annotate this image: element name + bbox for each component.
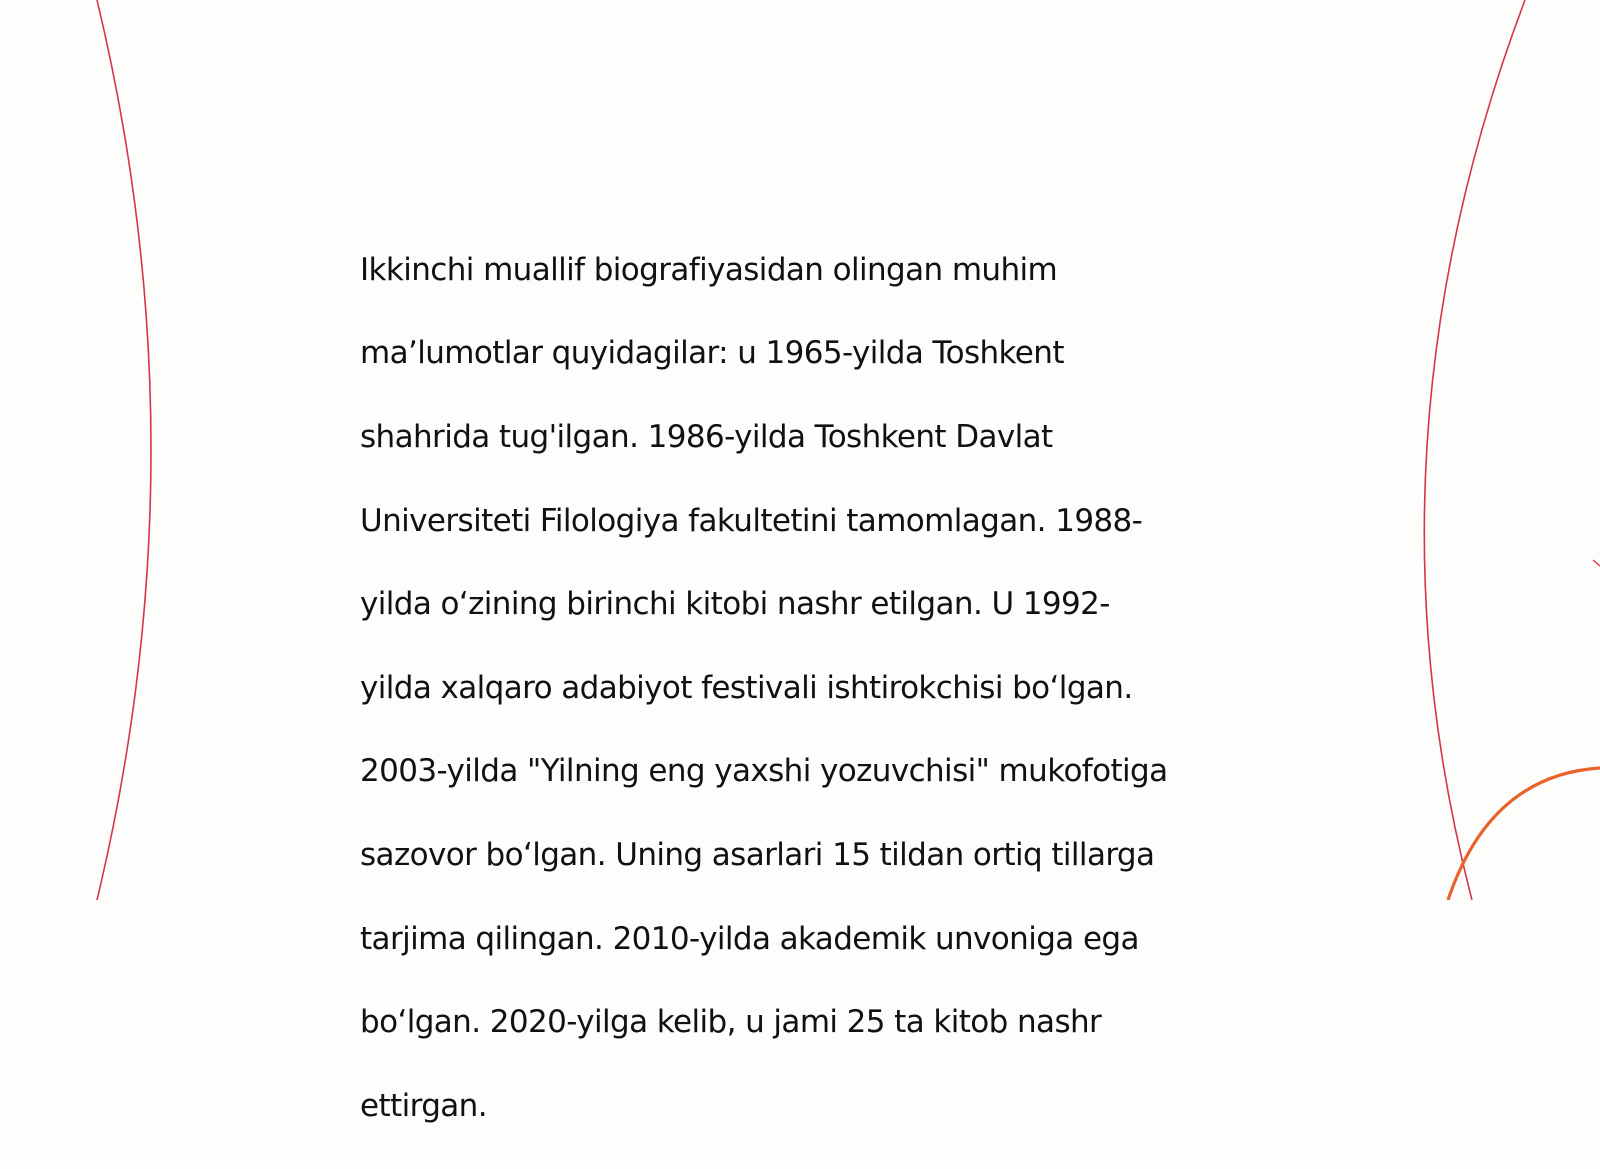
text-line: tarjima qilingan. 2010-yilda akademik unvoniga ega: [360, 920, 1139, 957]
biography-text: [360, 208, 1240, 1169]
text-line: Universiteti Filologiya fakultetini tamomlagan. 1988-: [360, 502, 1143, 539]
text-line: bo‘lgan. 2020-yilga kelib, u jami 25 ta kitob nashr: [360, 1004, 1102, 1041]
text-line: yilda o‘zining birinchi kitobi nashr etilgan. U 1992-: [360, 586, 1110, 623]
small-tick-mark: [1593, 560, 1600, 566]
text-line: Ikkinchi muallif biografiyasidan olingan muhim: [360, 251, 1058, 288]
text-line: ma’lumotlar quyidagilar: u 1965-yilda Toshkent: [360, 335, 1064, 372]
text-line: 2003-yilda "Yilning eng yaxshi yozuvchisi" mukofotiga: [360, 753, 1168, 790]
right-curve-line: [1424, 0, 1525, 900]
text-line: yilda xalqaro adabiyot festivali ishtirokchisi bo‘lgan.: [360, 669, 1133, 706]
text-line: shahrida tug'ilgan. 1986-yilda Toshkent Davlat: [360, 418, 1053, 455]
text-line: sazovor bo‘lgan. Uning asarlari 15 tildan ortiq tillarga: [360, 836, 1155, 873]
left-curve-line: [97, 0, 151, 900]
text-line: ettirgan.: [360, 1087, 487, 1124]
orange-arc: [1448, 768, 1600, 900]
